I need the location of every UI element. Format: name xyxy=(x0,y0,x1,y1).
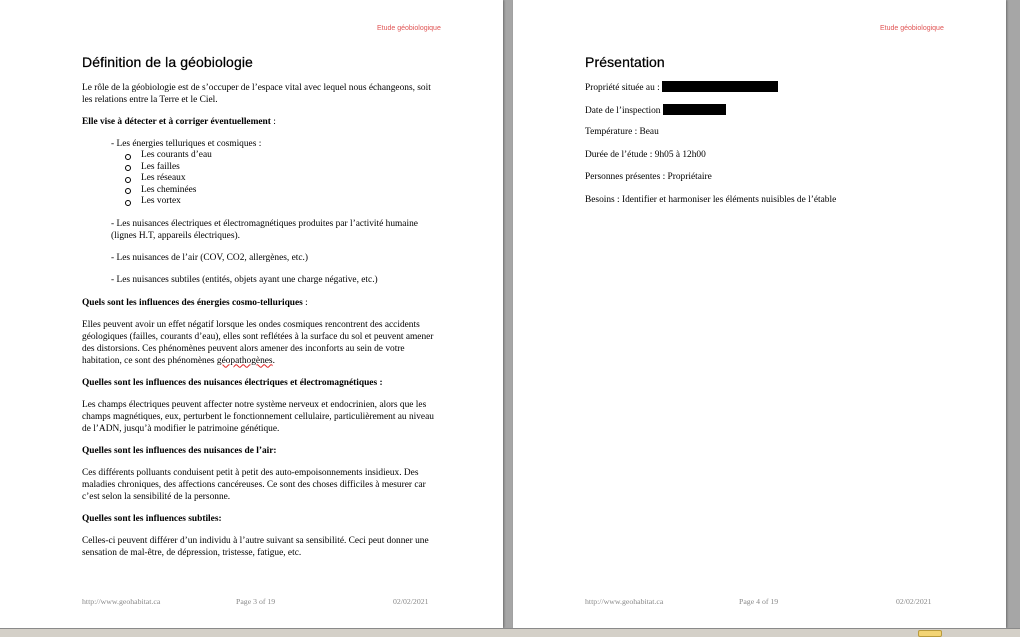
cosmo-telluric-paragraph: Elles peuvent avoir un effet négatif lorsque les ondes cosmiques rencontrent des accidents géologiques (failles, courants d’eau), elles sont reflétées à la surface du sol et peuvent amener des distorsions. Ces phénomènes peuvent alors amener des inconforts au sein de votre habitation, ce sont des phénomènes géopathogènes. xyxy=(82,319,434,366)
footer-page-number: Page 4 of 19 xyxy=(739,597,779,606)
spellcheck-word: géopathogènes xyxy=(216,355,273,366)
electromagnetic-paragraph: Les champs électriques peuvent affecter notre système nerveux et endocrinien, alors que les champs magnétiques, eux, perturbent le fonctionnement cellulaire, particulièrement au niveau de l’ADN, jusqu’à modifier le patrimoine génétique. xyxy=(82,399,434,434)
air-paragraph: Ces différents polluants conduisent petit à petit des auto-empoisonnements insidieux. Des maladies chroniques, des affections cancéreuses. Ce sont des choses difficiles à mesurer car c’est selon la sensibilité de la personne. xyxy=(82,467,426,502)
page-header-runner: Etude géobiologique xyxy=(880,25,944,32)
list-item-air: - Les nuisances de l’air (COV, CO2, allergènes, etc.) xyxy=(111,252,308,263)
sublist-item: Les vortex xyxy=(125,196,434,208)
duration-field: Durée de l’étude : 9h05 à 12h00 xyxy=(585,149,706,160)
footer-url: http://www.geohabitat.ca xyxy=(585,597,664,606)
needs-field: Besoins : Identifier et harmoniser les éléments nuisibles de l’étable xyxy=(585,194,837,205)
page-title: Définition de la géobiologie xyxy=(82,54,253,70)
footer-date: 02/02/2021 xyxy=(896,597,932,606)
page-body xyxy=(585,81,945,216)
section-heading-subtle: Quelles sont les influences subtiles: xyxy=(82,513,222,524)
section-heading-air: Quelles sont les influences des nuisances de l’air: xyxy=(82,445,277,456)
aims-heading: Elle vise à détecter et à corriger éventuellement : xyxy=(82,117,276,127)
property-field: Propriété située au : xyxy=(585,81,945,104)
redaction-box xyxy=(663,104,726,115)
document-page-4 xyxy=(513,0,1006,628)
document-page-3 xyxy=(0,0,503,628)
footer-url: http://www.geohabitat.ca xyxy=(82,597,161,606)
footer-page-number: Page 3 of 19 xyxy=(236,597,276,606)
page-body xyxy=(82,82,434,559)
list-item-electric: - Les nuisances électriques et électromagnétiques produites par l’activité humaine (lignes H.T, appareils électriques). xyxy=(111,218,418,241)
energies-sublist xyxy=(82,150,434,208)
sublist-item: Les courants d’eau xyxy=(125,150,434,162)
section-heading-cosmo-telluric: Quels sont les influences des énergies cosmo-telluriques : xyxy=(82,297,308,308)
persons-field: Personnes présentes : Propriétaire xyxy=(585,172,712,182)
sublist-item: Les cheminées xyxy=(125,185,434,197)
inspection-date-field: Date de l’inspection xyxy=(585,104,945,127)
list-item-energies: - Les énergies telluriques et cosmiques : xyxy=(111,139,262,149)
page-title: Présentation xyxy=(585,54,665,70)
section-heading-electromagnetic: Quelles sont les influences des nuisances électriques et électromagnétiques : xyxy=(82,377,383,388)
redaction-box xyxy=(662,81,778,92)
list-item-subtle: - Les nuisances subtiles (entités, objets ayant une charge négative, etc.) xyxy=(111,274,378,285)
sublist-item: Les failles xyxy=(125,162,434,174)
page-header-runner: Etude géobiologique xyxy=(377,25,441,32)
footer-date: 02/02/2021 xyxy=(393,597,429,606)
temperature-field: Température : Beau xyxy=(585,127,659,137)
sublist-item: Les réseaux xyxy=(125,173,434,185)
subtle-paragraph: Celles-ci peuvent différer d’un individu à l’autre suivant sa sensibilité. Ceci peut donner une sensation de mal-être, de dépression, tristesse, fatigue, etc. xyxy=(82,535,429,558)
intro-paragraph: Le rôle de la géobiologie est de s’occuper de l’espace vital avec lequel nous échangeons, soit les relations entre la Terre et le Ciel. xyxy=(82,83,431,105)
